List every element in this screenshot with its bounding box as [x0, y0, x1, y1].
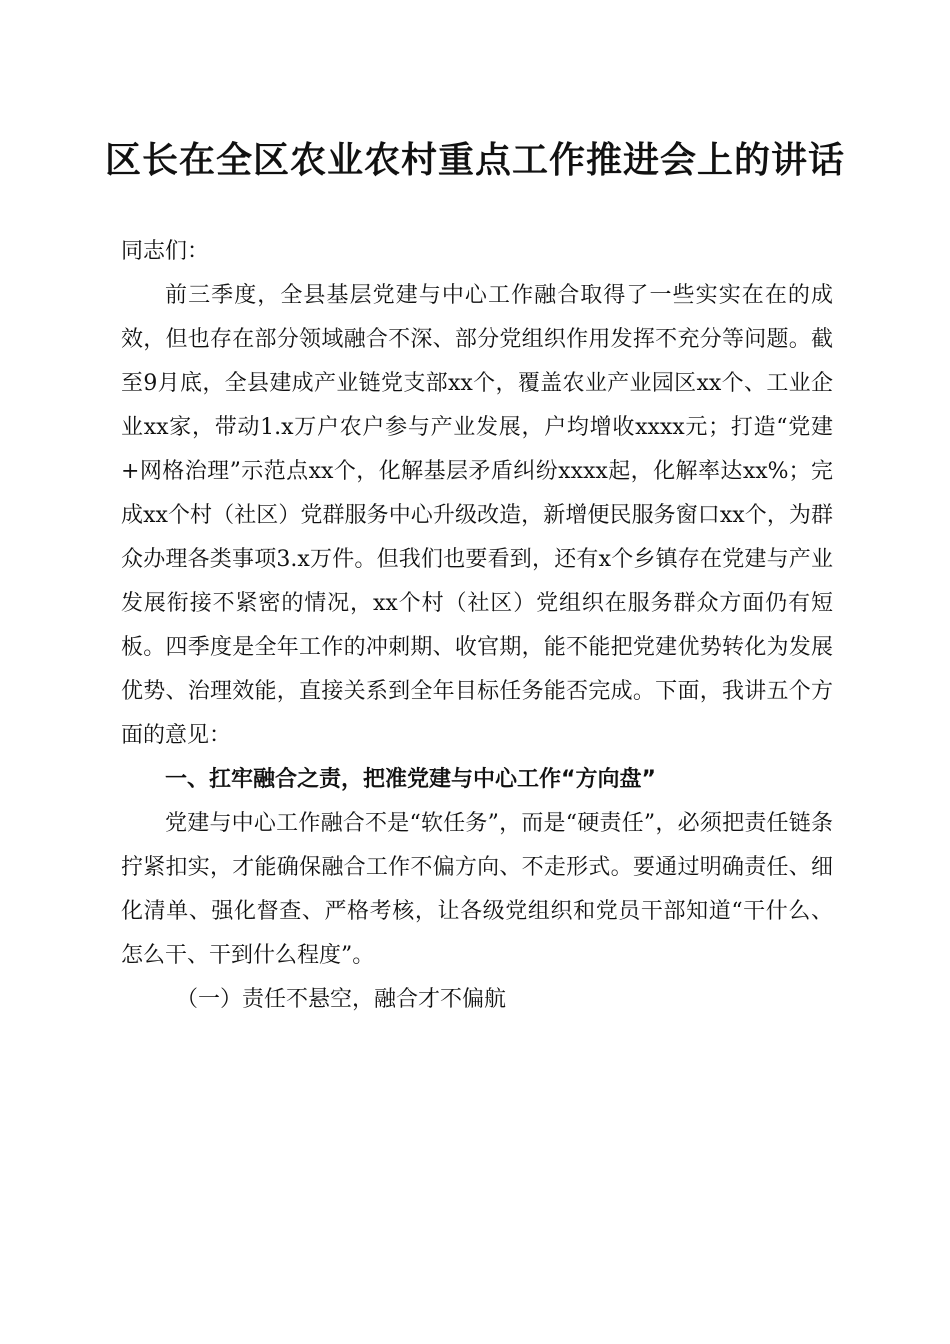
salutation: 同志们： — [121, 239, 210, 264]
section-1-heading: 一、扛牢融合之责，把准党建与中心工作“方向盘” — [165, 767, 656, 792]
section-1-subheading: （一）责任不悬空，融合才不偏航 — [176, 987, 507, 1012]
section-1-paragraph: 党建与中心工作融合不是“软任务”，而是“硬责任”，必须把责任链条拧紧扣实，才能确保融合工作不偏方向、不走形式。要通过明确责任、细化清单、强化督查、严格考核，让各级党组织和党员干部知道“干什么、怎么干、干到什么程度”。 — [121, 811, 833, 968]
document-title: 区长在全区农业农村重点工作推进会上的讲话 — [104, 139, 845, 181]
document-body — [121, 230, 833, 1022]
intro-paragraph: 前三季度，全县基层党建与中心工作融合取得了一些实实在在的成效，但也存在部分领域融合不深、部分党组织作用发挥不充分等问题。截至9月底，全县建成产业链党支部xx个，覆盖农业产业园区xx个、工业企业xx家，带动1.x万户农户参与产业发展，户均增收xxxx元；打造“党建+网格治理”示范点xx个，化解基层矛盾纠纷xxxx起，化解率达xx%；完成xx个村（社区）党群服务中心升级改造，新增便民服务窗口xx个，为群众办理各类事项3.x万件。但我们也要看到，还有x个乡镇存在党建与产业发展衔接不紧密的情况，xx个村（社区）党组织在服务群众方面仍有短板。四季度是全年工作的冲刺期、收官期，能不能把党建优势转化为发展优势、治理效能，直接关系到全年目标任务能否完成。下面，我讲五个方面的意见： — [121, 283, 833, 748]
